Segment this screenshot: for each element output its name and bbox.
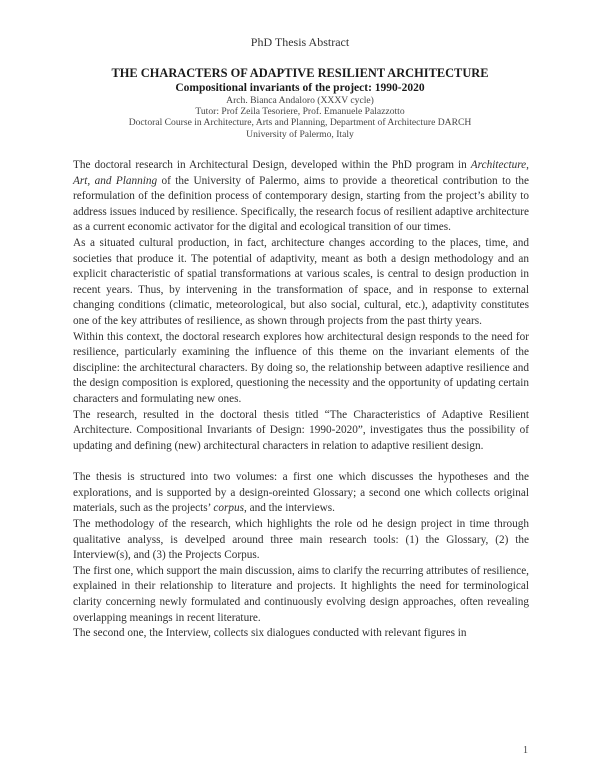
paragraph-intro <box>73 158 529 236</box>
title-block <box>40 66 560 140</box>
tutors-line: Tutor: Prof Zeila Tesoriere, Prof. Emanuele Palazzotto <box>195 106 405 118</box>
corpus-term: corpus <box>213 502 244 515</box>
thesis-subtitle: Compositional invariants of the project: 1990-2020 <box>175 82 425 94</box>
abstract-body <box>73 158 529 642</box>
university-line: University of Palermo, Italy <box>246 128 354 140</box>
program-name: Architecture, Art, and Planning <box>73 159 529 187</box>
course-line: Doctoral Course in Architecture, Arts and Planning, Department of Architecture DARCH <box>128 117 472 129</box>
paragraph-intro-text-a: The doctoral research in Architectural Design, developed within the PhD program in <box>73 159 471 171</box>
paragraph-structure-text-a: The thesis is structured into two volumes: a first one which discusses the hypotheses and the explorations, and is supported by a design-oreinted Glossary; a second one which collects original materials, such as the projects’ <box>73 471 529 515</box>
paragraph-methodology: The methodology of the research, which highlights the role od he design project in time through qualitative analyss, is develped around three main research tools: (1) the Glossary, (2) the Interview(s), and (3) the Projects Corpus. <box>73 518 529 562</box>
page-number: 1 <box>523 745 528 756</box>
document-header: PhD Thesis Abstract <box>250 35 350 49</box>
paragraph-research-scope: Within this context, the doctoral research explores how architectural design responds to the need for resilience, particularly examining the influence of this theme on the invariant elements of the discipline: the architectural characters. By doing so, the relationship between adaptive resilience and the design composition is explored, questioning the necessity and the opportunity of updating certain characters and formulating new ones. <box>73 330 529 405</box>
author-line: Arch. Bianca Andaloro (XXXV cycle) <box>226 95 374 106</box>
paragraph-gap <box>73 454 529 470</box>
paragraph-context: As a situated cultural production, in fact, architecture changes according to the places, time, and societies that produce it. The potential of adaptivity, meant as both a design methodology and an explicit characteristic of spatial transformations at various scales, is central to design production in recent years. Thus, by intervening in the transformation of space, and in response to external changing conditions (climatic, meteorological, but also social, cultural, etc.), adaptivity constitutes one of the key attributes of resilience, as shown through projects from the past thirty years. <box>73 236 529 327</box>
paragraph-structure-text-b: , and the interviews. <box>244 502 335 515</box>
paragraph-interview: The second one, the Interview, collects six dialogues conducted with relevant figures in <box>73 627 467 640</box>
paragraph-intro-text-b: of the University of Palermo, aims to provide a theoretical contribution to the reformulation of the definition process of contemporary design, starting from the project’s ability to address issues induced by resilience. Specifically, the research focus of resilient adaptive architecture as a current economic activator for the digital and ecological transition of our times. <box>73 174 529 234</box>
thesis-title: THE CHARACTERS OF ADAPTIVE RESILIENT ARCHITECTURE <box>111 66 489 80</box>
paragraph-thesis-result: The research, resulted in the doctoral thesis titled “The Characteristics of Adaptive Resilient Architecture. Compositional Invariants of Design: 1990-2020”, investigates thus the possibility of updating and defining (new) architectural characters in relation to adaptive resilient design. <box>73 408 529 452</box>
paragraph-structure <box>73 470 529 517</box>
paragraph-glossary: The first one, which support the main discussion, aims to clarify the recurring attributes of resilience, explained in their relationship to literature and projects. It highlights the need for terminological clarity concerning newly formulated and continuously evolving design approaches, often revealing overlapping meanings in recent literature. <box>73 564 529 624</box>
